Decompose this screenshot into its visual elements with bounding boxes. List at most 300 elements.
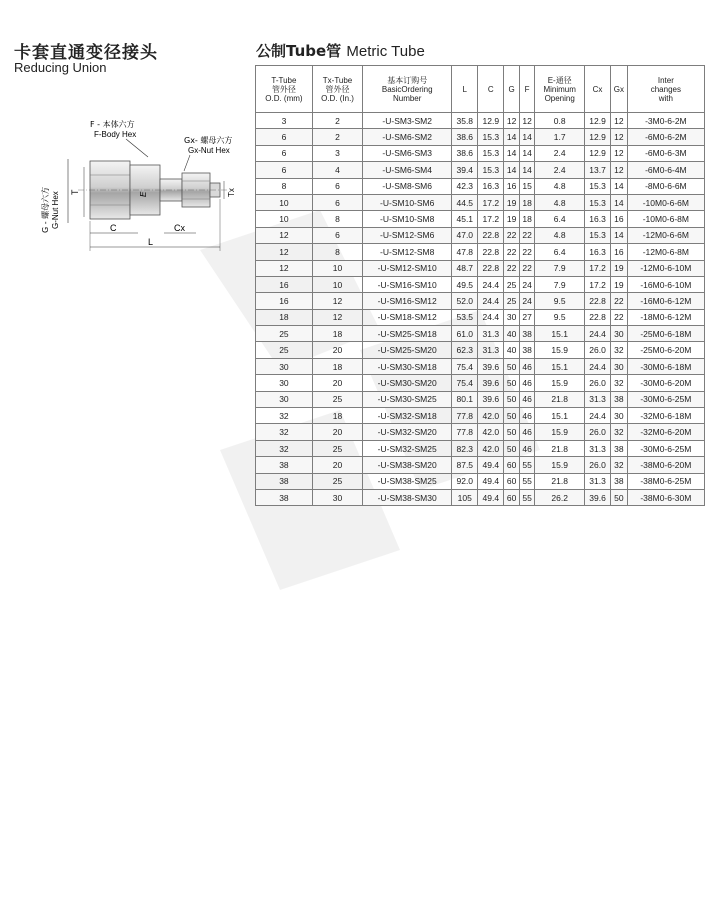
- table-cell: 25: [312, 440, 362, 456]
- table-cell: 18: [519, 211, 535, 227]
- label-gx-cn: Gx- 螺母六方: [184, 136, 233, 145]
- table-cell: -U-SM25-SM18: [363, 326, 452, 342]
- table-cell: 21.8: [535, 440, 585, 456]
- dim-cx: Cx: [174, 223, 185, 233]
- table-cell: 15.3: [478, 162, 504, 178]
- table-cell: 6.4: [535, 244, 585, 260]
- table-cell: 80.1: [452, 391, 478, 407]
- table-cell: 44.5: [452, 194, 478, 210]
- table-cell: 30: [312, 489, 362, 505]
- column-header: [478, 66, 504, 113]
- table-cell: 12: [611, 162, 628, 178]
- table-cell: 18: [312, 358, 362, 374]
- table-cell: 30: [611, 326, 628, 342]
- table-cell: 35.8: [452, 113, 478, 129]
- table-cell: -16M0-6-12M: [627, 293, 704, 309]
- product-title-en: Reducing Union: [14, 60, 107, 75]
- table-cell: 22: [504, 244, 520, 260]
- table-cell: 0.8: [535, 113, 585, 129]
- table-cell: 39.6: [585, 489, 611, 505]
- table-cell: -U-SM32-SM18: [363, 408, 452, 424]
- dim-t: T: [70, 189, 80, 195]
- table-cell: 40: [504, 342, 520, 358]
- table-row: [256, 113, 705, 129]
- table-cell: 38: [611, 440, 628, 456]
- table-cell: -U-SM12-SM8: [363, 244, 452, 260]
- table-cell: -16M0-6-10M: [627, 276, 704, 292]
- table-cell: 20: [312, 457, 362, 473]
- table-cell: -U-SM16-SM12: [363, 293, 452, 309]
- column-header-line: BasicOrdering: [381, 84, 433, 94]
- table-cell: 49.5: [452, 276, 478, 292]
- table-cell: 50: [504, 440, 520, 456]
- table-cell: 7.9: [535, 276, 585, 292]
- table-cell: 22.8: [585, 293, 611, 309]
- table-row: [256, 260, 705, 276]
- table-cell: -U-SM30-SM20: [363, 375, 452, 391]
- column-header-line: G: [508, 84, 515, 94]
- table-cell: 24.4: [478, 293, 504, 309]
- table-cell: 14: [504, 162, 520, 178]
- table-cell: 30: [611, 408, 628, 424]
- table-cell: -3M0-6-2M: [627, 113, 704, 129]
- table-cell: 12: [611, 129, 628, 145]
- table-cell: 24.4: [478, 276, 504, 292]
- table-cell: 87.5: [452, 457, 478, 473]
- table-cell: 26.0: [585, 375, 611, 391]
- table-cell: -32M0-6-20M: [627, 424, 704, 440]
- table-cell: 9.5: [535, 309, 585, 325]
- table-cell: 25: [256, 326, 313, 342]
- table-cell: 92.0: [452, 473, 478, 489]
- table-cell: 14: [519, 145, 535, 161]
- table-cell: 50: [504, 375, 520, 391]
- table-cell: 46: [519, 408, 535, 424]
- table-cell: 4.8: [535, 227, 585, 243]
- table-cell: 15.9: [535, 375, 585, 391]
- table-cell: 17.2: [585, 260, 611, 276]
- table-row: [256, 211, 705, 227]
- table-cell: 20: [312, 424, 362, 440]
- table-cell: 16: [256, 276, 313, 292]
- table-cell: 61.0: [452, 326, 478, 342]
- table-cell: 52.0: [452, 293, 478, 309]
- fitting-diagram: [38, 115, 248, 255]
- table-cell: -U-SM10-SM6: [363, 194, 452, 210]
- table-cell: -18M0-6-12M: [627, 309, 704, 325]
- table-cell: 32: [611, 457, 628, 473]
- table-cell: 30: [256, 375, 313, 391]
- table-cell: 8: [256, 178, 313, 194]
- table-cell: 39.6: [478, 358, 504, 374]
- table-cell: 12: [256, 260, 313, 276]
- table-cell: 24.4: [478, 309, 504, 325]
- table-cell: 15.1: [535, 408, 585, 424]
- table-cell: 14: [504, 145, 520, 161]
- table-cell: 18: [519, 194, 535, 210]
- table-cell: 39.4: [452, 162, 478, 178]
- table-cell: 60: [504, 457, 520, 473]
- column-header-line: Inter: [657, 75, 674, 85]
- table-cell: 2: [312, 113, 362, 129]
- table-cell: 15.1: [535, 326, 585, 342]
- table-cell: 38: [256, 489, 313, 505]
- table-cell: 31.3: [478, 326, 504, 342]
- table-cell: -U-SM16-SM10: [363, 276, 452, 292]
- column-header: [363, 66, 452, 113]
- table-cell: 12: [611, 113, 628, 129]
- table-row: [256, 375, 705, 391]
- column-header-line: Number: [392, 93, 422, 103]
- table-cell: 30: [256, 391, 313, 407]
- table-title-cn: 公制Tube管: [256, 42, 342, 60]
- table-cell: 6: [256, 145, 313, 161]
- table-cell: 77.8: [452, 424, 478, 440]
- table-cell: 3: [256, 113, 313, 129]
- table-row: [256, 473, 705, 489]
- table-cell: 4.8: [535, 194, 585, 210]
- column-header-line: T-Tube: [271, 75, 297, 85]
- table-title-en: Metric Tube: [346, 43, 425, 60]
- table-cell: 22.8: [478, 227, 504, 243]
- table-cell: 30: [256, 358, 313, 374]
- column-header: [452, 66, 478, 113]
- column-header: [585, 66, 611, 113]
- column-header: [256, 66, 313, 113]
- table-cell: 4: [312, 162, 362, 178]
- table-cell: 14: [611, 194, 628, 210]
- table-cell: 46: [519, 375, 535, 391]
- table-cell: 15.3: [585, 227, 611, 243]
- table-cell: 12: [611, 145, 628, 161]
- table-cell: 17.2: [478, 194, 504, 210]
- table-cell: -30M0-6-18M: [627, 358, 704, 374]
- table-cell: 15.3: [585, 178, 611, 194]
- table-cell: 16: [504, 178, 520, 194]
- column-header-line: 基本订购号: [387, 75, 428, 85]
- table-cell: 12: [519, 113, 535, 129]
- table-row: [256, 276, 705, 292]
- column-header: [519, 66, 535, 113]
- table-row: [256, 457, 705, 473]
- column-header-line: O.D. (In.): [321, 93, 354, 103]
- table-row: [256, 227, 705, 243]
- table-cell: 1.7: [535, 129, 585, 145]
- table-cell: 15.1: [535, 358, 585, 374]
- table-cell: 39.6: [478, 375, 504, 391]
- column-header-line: 管外径: [325, 84, 350, 94]
- column-header-line: with: [658, 93, 673, 103]
- table-cell: 14: [611, 178, 628, 194]
- table-cell: 12: [312, 293, 362, 309]
- table-cell: 15.9: [535, 457, 585, 473]
- table-cell: 32: [256, 408, 313, 424]
- table-header-row: [256, 66, 705, 113]
- table-cell: 12.9: [585, 129, 611, 145]
- table-cell: 49.4: [478, 457, 504, 473]
- table-row: [256, 391, 705, 407]
- table-cell: 50: [504, 424, 520, 440]
- column-header-line: L: [462, 84, 467, 94]
- table-cell: 12.9: [478, 113, 504, 129]
- table-row: [256, 162, 705, 178]
- table-cell: 50: [504, 391, 520, 407]
- table-cell: 20: [312, 375, 362, 391]
- table-cell: 4.8: [535, 178, 585, 194]
- table-cell: 15: [519, 178, 535, 194]
- table-cell: 32: [256, 424, 313, 440]
- table-cell: 32: [611, 375, 628, 391]
- table-cell: -U-SM6-SM4: [363, 162, 452, 178]
- table-cell: 50: [504, 358, 520, 374]
- table-cell: 55: [519, 473, 535, 489]
- table-cell: 12.9: [585, 113, 611, 129]
- table-cell: 42.0: [478, 424, 504, 440]
- table-cell: 42.3: [452, 178, 478, 194]
- table-cell: -12M0-6-6M: [627, 227, 704, 243]
- table-cell: 47.0: [452, 227, 478, 243]
- table-cell: 30: [611, 358, 628, 374]
- table-cell: 12: [256, 227, 313, 243]
- table-cell: 6: [312, 178, 362, 194]
- table-cell: -U-SM38-SM20: [363, 457, 452, 473]
- column-header-line: changes: [650, 84, 681, 94]
- table-row: [256, 408, 705, 424]
- table-cell: 31.3: [585, 440, 611, 456]
- table-cell: 24: [519, 276, 535, 292]
- table-cell: 12.9: [585, 145, 611, 161]
- table-cell: 20: [312, 342, 362, 358]
- table-cell: -10M0-6-6M: [627, 194, 704, 210]
- table-cell: 60: [504, 473, 520, 489]
- column-header: [627, 66, 704, 113]
- table-row: [256, 342, 705, 358]
- table-cell: 25: [312, 391, 362, 407]
- table-cell: 26.0: [585, 457, 611, 473]
- table-cell: 15.9: [535, 424, 585, 440]
- column-header: [611, 66, 628, 113]
- table-cell: -30M0-6-25M: [627, 391, 704, 407]
- table-cell: -10M0-6-8M: [627, 211, 704, 227]
- table-cell: 38.6: [452, 145, 478, 161]
- table-cell: 12: [312, 309, 362, 325]
- table-cell: 2: [312, 129, 362, 145]
- table-cell: -U-SM12-SM10: [363, 260, 452, 276]
- table-cell: 18: [256, 309, 313, 325]
- table-cell: 30: [504, 309, 520, 325]
- table-cell: -U-SM30-SM18: [363, 358, 452, 374]
- table-cell: -32M0-6-18M: [627, 408, 704, 424]
- column-header-line: F: [524, 84, 530, 94]
- table-cell: -U-SM38-SM30: [363, 489, 452, 505]
- table-cell: -U-SM32-SM20: [363, 424, 452, 440]
- column-header-line: Minimum: [543, 84, 576, 94]
- table-cell: 48.7: [452, 260, 478, 276]
- table-row: [256, 145, 705, 161]
- table-cell: 38: [519, 326, 535, 342]
- table-cell: -U-SM10-SM8: [363, 211, 452, 227]
- column-header-line: Tx-Tube: [322, 75, 353, 85]
- table-row: [256, 489, 705, 505]
- table-cell: 25: [256, 342, 313, 358]
- table-cell: 60: [504, 489, 520, 505]
- table-cell: 21.8: [535, 473, 585, 489]
- column-header: [312, 66, 362, 113]
- table-cell: 22: [504, 260, 520, 276]
- table-cell: 31.3: [585, 391, 611, 407]
- column-header-line: Gx: [613, 84, 624, 94]
- table-cell: 7.9: [535, 260, 585, 276]
- table-cell: 31.3: [585, 473, 611, 489]
- table-cell: 14: [611, 227, 628, 243]
- table-cell: 75.4: [452, 375, 478, 391]
- table-cell: 14: [519, 162, 535, 178]
- table-cell: 16: [611, 244, 628, 260]
- table-cell: -U-SM25-SM20: [363, 342, 452, 358]
- table-cell: 3: [312, 145, 362, 161]
- table-cell: 22: [611, 293, 628, 309]
- table-cell: 38: [611, 391, 628, 407]
- column-header-line: C: [487, 84, 494, 94]
- table-cell: -U-SM12-SM6: [363, 227, 452, 243]
- table-cell: -6M0-6-3M: [627, 145, 704, 161]
- spec-table: [255, 65, 705, 506]
- table-row: [256, 178, 705, 194]
- table-row: [256, 129, 705, 145]
- table-cell: 6.4: [535, 211, 585, 227]
- table-cell: 25: [504, 276, 520, 292]
- table-cell: 9.5: [535, 293, 585, 309]
- table-cell: 19: [504, 194, 520, 210]
- table-cell: 38: [611, 473, 628, 489]
- table-cell: 12: [504, 113, 520, 129]
- table-cell: 24.4: [585, 408, 611, 424]
- table-cell: 6: [312, 194, 362, 210]
- table-cell: 16: [611, 211, 628, 227]
- table-cell: 2.4: [535, 162, 585, 178]
- table-cell: 15.3: [478, 129, 504, 145]
- dim-l: L: [148, 237, 154, 247]
- table-cell: 6: [256, 162, 313, 178]
- table-cell: 24.4: [585, 358, 611, 374]
- table-cell: 10: [256, 194, 313, 210]
- column-header-line: Cx: [592, 84, 603, 94]
- table-row: [256, 326, 705, 342]
- table-cell: 17.2: [478, 211, 504, 227]
- table-row: [256, 358, 705, 374]
- table-cell: -30M0-6-20M: [627, 375, 704, 391]
- table-cell: 22: [519, 244, 535, 260]
- table-cell: 40: [504, 326, 520, 342]
- table-row: [256, 293, 705, 309]
- table-cell: 16: [256, 293, 313, 309]
- table-cell: 49.4: [478, 489, 504, 505]
- table-cell: 22: [519, 227, 535, 243]
- table-cell: 32: [611, 342, 628, 358]
- table-cell: -38M0-6-20M: [627, 457, 704, 473]
- table-cell: 8: [312, 244, 362, 260]
- label-f-en: F-Body Hex: [94, 130, 137, 139]
- table-cell: -U-SM6-SM3: [363, 145, 452, 161]
- table-cell: 38.6: [452, 129, 478, 145]
- table-cell: 46: [519, 358, 535, 374]
- table-cell: 15.3: [478, 145, 504, 161]
- table-cell: -8M0-6-6M: [627, 178, 704, 194]
- table-cell: 18: [312, 408, 362, 424]
- column-header: [504, 66, 520, 113]
- table-cell: -U-SM32-SM25: [363, 440, 452, 456]
- table-cell: 32: [611, 424, 628, 440]
- table-cell: 26.0: [585, 424, 611, 440]
- table-cell: 39.6: [478, 391, 504, 407]
- table-cell: 46: [519, 424, 535, 440]
- table-cell: 22: [519, 260, 535, 276]
- table-cell: 38: [519, 342, 535, 358]
- column-header-line: Opening: [544, 93, 575, 103]
- table-cell: 47.8: [452, 244, 478, 260]
- table-cell: 49.4: [478, 473, 504, 489]
- table-cell: -U-SM8-SM6: [363, 178, 452, 194]
- table-row: [256, 424, 705, 440]
- table-cell: -38M0-6-30M: [627, 489, 704, 505]
- table-cell: 12: [256, 244, 313, 260]
- table-cell: 14: [504, 129, 520, 145]
- table-cell: 10: [312, 260, 362, 276]
- table-cell: 19: [611, 260, 628, 276]
- column-header-line: 管外径: [271, 84, 296, 94]
- table-cell: 77.8: [452, 408, 478, 424]
- table-cell: 10: [256, 211, 313, 227]
- table-body: [256, 113, 705, 506]
- table-cell: -U-SM6-SM2: [363, 129, 452, 145]
- table-cell: 13.7: [585, 162, 611, 178]
- label-g-en: G-Nut Hex: [51, 191, 60, 229]
- table-cell: -25M0-6-18M: [627, 326, 704, 342]
- table-cell: 38: [256, 457, 313, 473]
- table-cell: 25: [504, 293, 520, 309]
- table-cell: 22.8: [478, 244, 504, 260]
- table-cell: 27: [519, 309, 535, 325]
- table-cell: 17.2: [585, 276, 611, 292]
- dim-c: C: [110, 223, 117, 233]
- table-cell: 42.0: [478, 440, 504, 456]
- table-row: [256, 440, 705, 456]
- table-cell: 21.8: [535, 391, 585, 407]
- table-cell: 22.8: [585, 309, 611, 325]
- table-cell: 82.3: [452, 440, 478, 456]
- table-cell: 10: [312, 276, 362, 292]
- table-cell: 16.3: [478, 178, 504, 194]
- table-cell: -6M0-6-2M: [627, 129, 704, 145]
- table-cell: -12M0-6-10M: [627, 260, 704, 276]
- label-f-cn: F - 本体六方: [90, 120, 135, 129]
- column-header: [535, 66, 585, 113]
- table-cell: 15.3: [585, 194, 611, 210]
- table-cell: 55: [519, 489, 535, 505]
- table-cell: 46: [519, 440, 535, 456]
- table-cell: 15.9: [535, 342, 585, 358]
- table-cell: 62.3: [452, 342, 478, 358]
- table-cell: 45.1: [452, 211, 478, 227]
- table-cell: -U-SM3-SM2: [363, 113, 452, 129]
- table-cell: 26.0: [585, 342, 611, 358]
- table-cell: 53.5: [452, 309, 478, 325]
- table-cell: 24: [519, 293, 535, 309]
- column-header-line: E-通径: [547, 75, 572, 85]
- label-g: G - 螺母六方: [41, 186, 50, 233]
- table-cell: 8: [312, 211, 362, 227]
- table-cell: 105: [452, 489, 478, 505]
